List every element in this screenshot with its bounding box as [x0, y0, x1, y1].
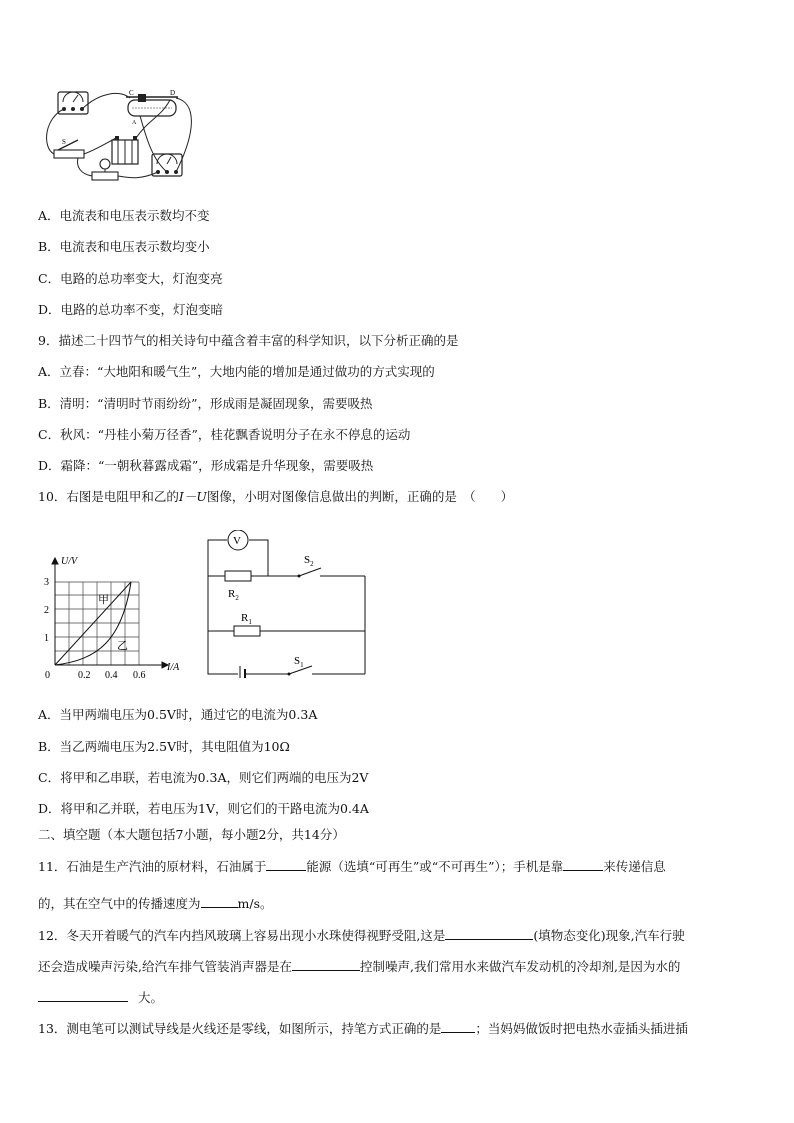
section-2-heading: 二、填空题（本大题包括7小题，每小题2分，共14分） — [38, 827, 345, 842]
q12-text-5: 大。 — [138, 990, 164, 1005]
switch-s2 — [298, 554, 322, 578]
q12-line-3 — [38, 989, 163, 1006]
q10-option-d: D．将甲和乙并联，若电压为1V，则它们的干路电流为0.4A — [38, 801, 369, 816]
r1-subscript: 1 — [248, 618, 252, 626]
q10-option-a: A．当甲两端电压为0.5V时，通过它的电流为0.3A — [38, 707, 318, 722]
voltmeter-symbol — [228, 530, 248, 550]
r1-label: R — [241, 612, 249, 624]
q11-blank-1 — [266, 858, 306, 871]
q12-line-2 — [38, 958, 680, 975]
y-axis-label: U/V — [61, 556, 78, 567]
q9-option-b: B．清明：“清明时节雨纷纷”，形成雨是凝固现象，需要吸热 — [38, 396, 373, 411]
q10-circuit-diagram — [200, 530, 375, 678]
q10-stem-pre: 10．右图是电阻甲和乙的 — [38, 489, 179, 504]
q13-text-1: 13．测电笔可以测试导线是火线还是零线，如图所示，持笔方式正确的是 — [38, 1021, 442, 1036]
q12-blank-1 — [445, 927, 533, 940]
q13-text-2: ；当妈妈做饭时把电热水壶插头插进插 — [475, 1021, 688, 1036]
q13-blank-1 — [441, 1020, 475, 1033]
q11-text-1: 11．石油是生产汽油的原材料，石油属于 — [38, 859, 267, 874]
s2-subscript: 2 — [310, 560, 314, 568]
x-tick-3: 0.6 — [133, 670, 146, 680]
q8-option-b: B．电流表和电压表示数均变小 — [38, 239, 210, 254]
q8-circuit-illustration — [40, 88, 200, 188]
q11-text-2: 能源（选填“可再生”或“不可再生”）；手机是靠 — [306, 859, 564, 874]
switch-s1 — [288, 655, 313, 676]
q11-text-4: 的，其在空气中的传播速度为 — [38, 896, 201, 911]
s1-subscript: 1 — [300, 661, 304, 669]
rheostat-label-a: A — [132, 120, 137, 126]
q11-text-5: m/s。 — [237, 896, 273, 911]
battery-icon — [112, 136, 138, 164]
origin-label: 0 — [45, 670, 50, 680]
q12-line-1 — [38, 927, 685, 944]
rheostat-label-d: D — [170, 89, 176, 97]
q12-blank-3 — [38, 989, 128, 1002]
q10-option-c: C．将甲和乙串联，若电流为0.3A，则它们两端的电压为2V — [38, 770, 369, 785]
resistor-r1 — [234, 612, 260, 636]
q10-stem-post: 图像，小明对图像信息做出的判断，正确的是 （ ） — [206, 489, 514, 504]
q9-option-c: C．秋风：“丹桂小菊万径香”，桂花飘香说明分子在永不停息的运动 — [38, 427, 411, 442]
q9-option-d: D．霜降：“一朝秋暮露成霜”，形成霜是升华现象，需要吸热 — [38, 458, 374, 473]
q8-option-a: A．电流表和电压表示数均不变 — [38, 208, 210, 223]
q8-option-d: D．电路的总功率不变，灯泡变暗 — [38, 302, 224, 317]
svg-text:S1 — [294, 655, 304, 669]
q9-option-a: A．立春：“大地阳和暖气生”，大地内能的增加是通过做功的方式实现的 — [38, 364, 435, 379]
y-tick-3: 3 — [44, 577, 49, 588]
q13-line-1 — [38, 1020, 688, 1037]
svg-text:S2 — [304, 554, 314, 568]
graph-grid — [55, 582, 139, 665]
ammeter-icon — [58, 92, 88, 114]
s1-label: S — [294, 655, 301, 667]
r2-label: R — [228, 588, 236, 600]
svg-text:R1 — [241, 612, 252, 626]
label-jia: 甲 — [98, 594, 109, 606]
q10-ui-graph — [38, 548, 188, 680]
q12-text-4: 控制噪声,我们常用水来做汽车发动机的冷却剂,是因为水的 — [359, 959, 681, 974]
switch-label-s: S — [62, 138, 66, 146]
svg-text:R2 — [228, 588, 239, 602]
battery-symbol — [240, 666, 245, 678]
y-tick-1: 1 — [44, 633, 49, 644]
x-tick-2: 0.4 — [105, 670, 118, 680]
x-axis-label: I/A — [167, 662, 180, 673]
q11-line-1 — [38, 858, 666, 875]
circuit-wires — [208, 540, 365, 674]
q12-blank-2 — [292, 958, 360, 971]
q12-text-1: 12．冬天开着暖气的汽车内挡风玻璃上容易出现小水珠使得视野受阻,这是 — [38, 928, 446, 943]
rheostat-label-c: C — [129, 89, 134, 97]
q11-line-2 — [38, 895, 273, 912]
q11-blank-3 — [201, 895, 238, 908]
q12-text-3: 还会造成噪声污染,给汽车排气管装消声器是在 — [38, 959, 292, 974]
q9-stem: 9．描述二十四节气的相关诗句中蕴含着丰富的科学知识，以下分析正确的是 — [38, 333, 459, 348]
resistor-r2 — [225, 571, 251, 602]
q11-blank-2 — [563, 858, 603, 871]
q12-text-2: (填物态变化)现象,汽车行驶 — [533, 928, 685, 943]
x-tick-1: 0.2 — [78, 670, 91, 680]
s2-label: S — [304, 554, 311, 566]
q11-text-3: 来传递信息 — [603, 859, 666, 874]
q10-stem-math: I－U — [178, 489, 207, 504]
voltmeter-label: V — [233, 535, 241, 547]
r2-subscript: 2 — [235, 594, 239, 602]
y-tick-2: 2 — [44, 605, 49, 616]
q10-option-b: B．当乙两端电压为2.5V时，其电阻值为10Ω — [38, 739, 290, 754]
label-yi: 乙 — [117, 640, 128, 652]
graph-axes — [52, 558, 168, 668]
switch-icon — [54, 138, 84, 158]
q8-option-c: C．电路的总功率变大，灯泡变亮 — [38, 271, 223, 286]
q10-stem — [38, 489, 513, 505]
